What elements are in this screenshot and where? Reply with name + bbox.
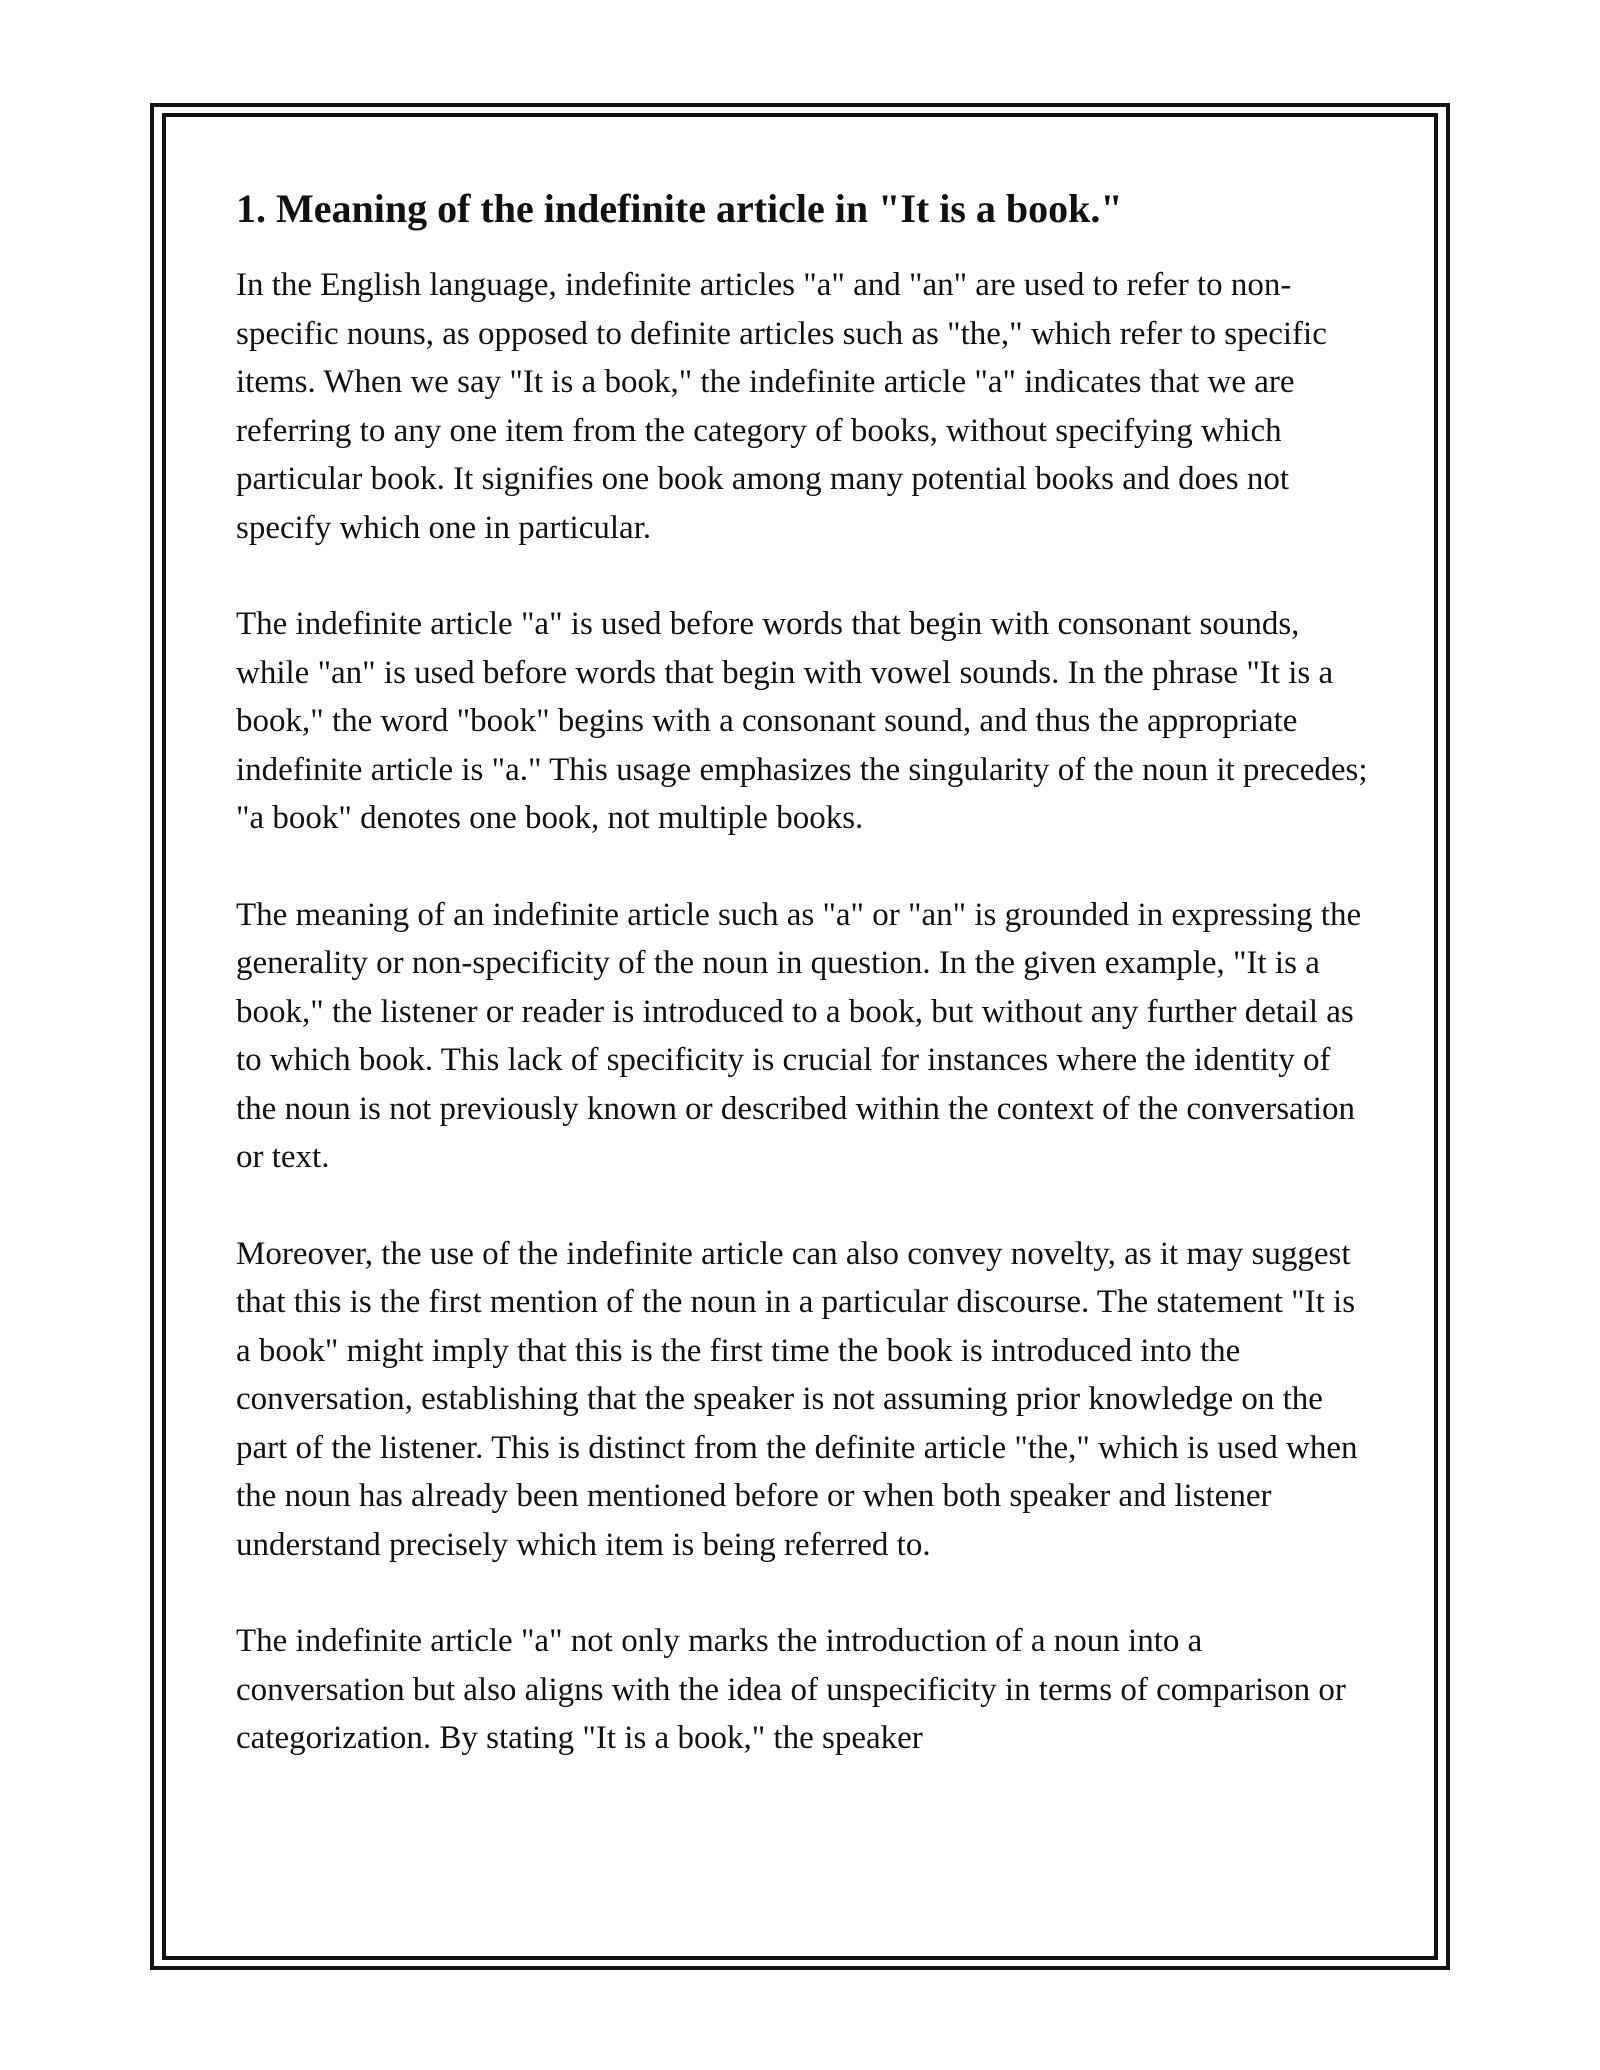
section-heading: 1. Meaning of the indefinite article in "It is a book." <box>236 186 1123 231</box>
document-body <box>236 183 1376 1763</box>
paragraph-5: The indefinite article "a" not only marks the introduction of a noun into a conversation but also aligns with the idea of unspecificity in terms of comparison or categorization. By stating "It is a book," the speaker <box>236 1623 1346 1756</box>
paragraph-4: Moreover, the use of the indefinite article can also convey novelty, as it may suggest that this is the first mention of the noun in a particular discourse. The statement "It is a book" might imply that this is the first time the book is introduced into the conversation, establishing that the speaker is not assuming prior knowledge on the part of the listener. This is distinct from the definite article "the," which is used when the noun has already been mentioned before or when both speaker and listener understand precisely which item is being referred to. <box>236 1235 1358 1563</box>
paragraph-1: In the English language, indefinite articles "a" and "an" are used to refer to non-specific nouns, as opposed to definite articles such as "the," which refer to specific items. When we say "It is a book," the indefinite article "a" indicates that we are referring to any one item from the category of books, without specifying which particular book. It signifies one book among many potential books and does not specify which one in particular. <box>236 267 1327 546</box>
paragraph-3: The meaning of an indefinite article such as "a" or "an" is grounded in expressing the generality or non-specificity of the noun in question. In the given example, "It is a book," the listener or reader is introduced to a book, but without any further detail as to which book. This lack of specificity is crucial for instances where the identity of the noun is not previously known or described within the context of the conversation or text. <box>236 896 1362 1175</box>
paragraph-2: The indefinite article "a" is used before words that begin with consonant sounds, while "an" is used before words that begin with vowel sounds. In the phrase "It is a book," the word "book" begins with a consonant sound, and thus the appropriate indefinite article is "a." This usage emphasizes the singularity of the noun it precedes; "a book" denotes one book, not multiple books. <box>236 606 1368 836</box>
